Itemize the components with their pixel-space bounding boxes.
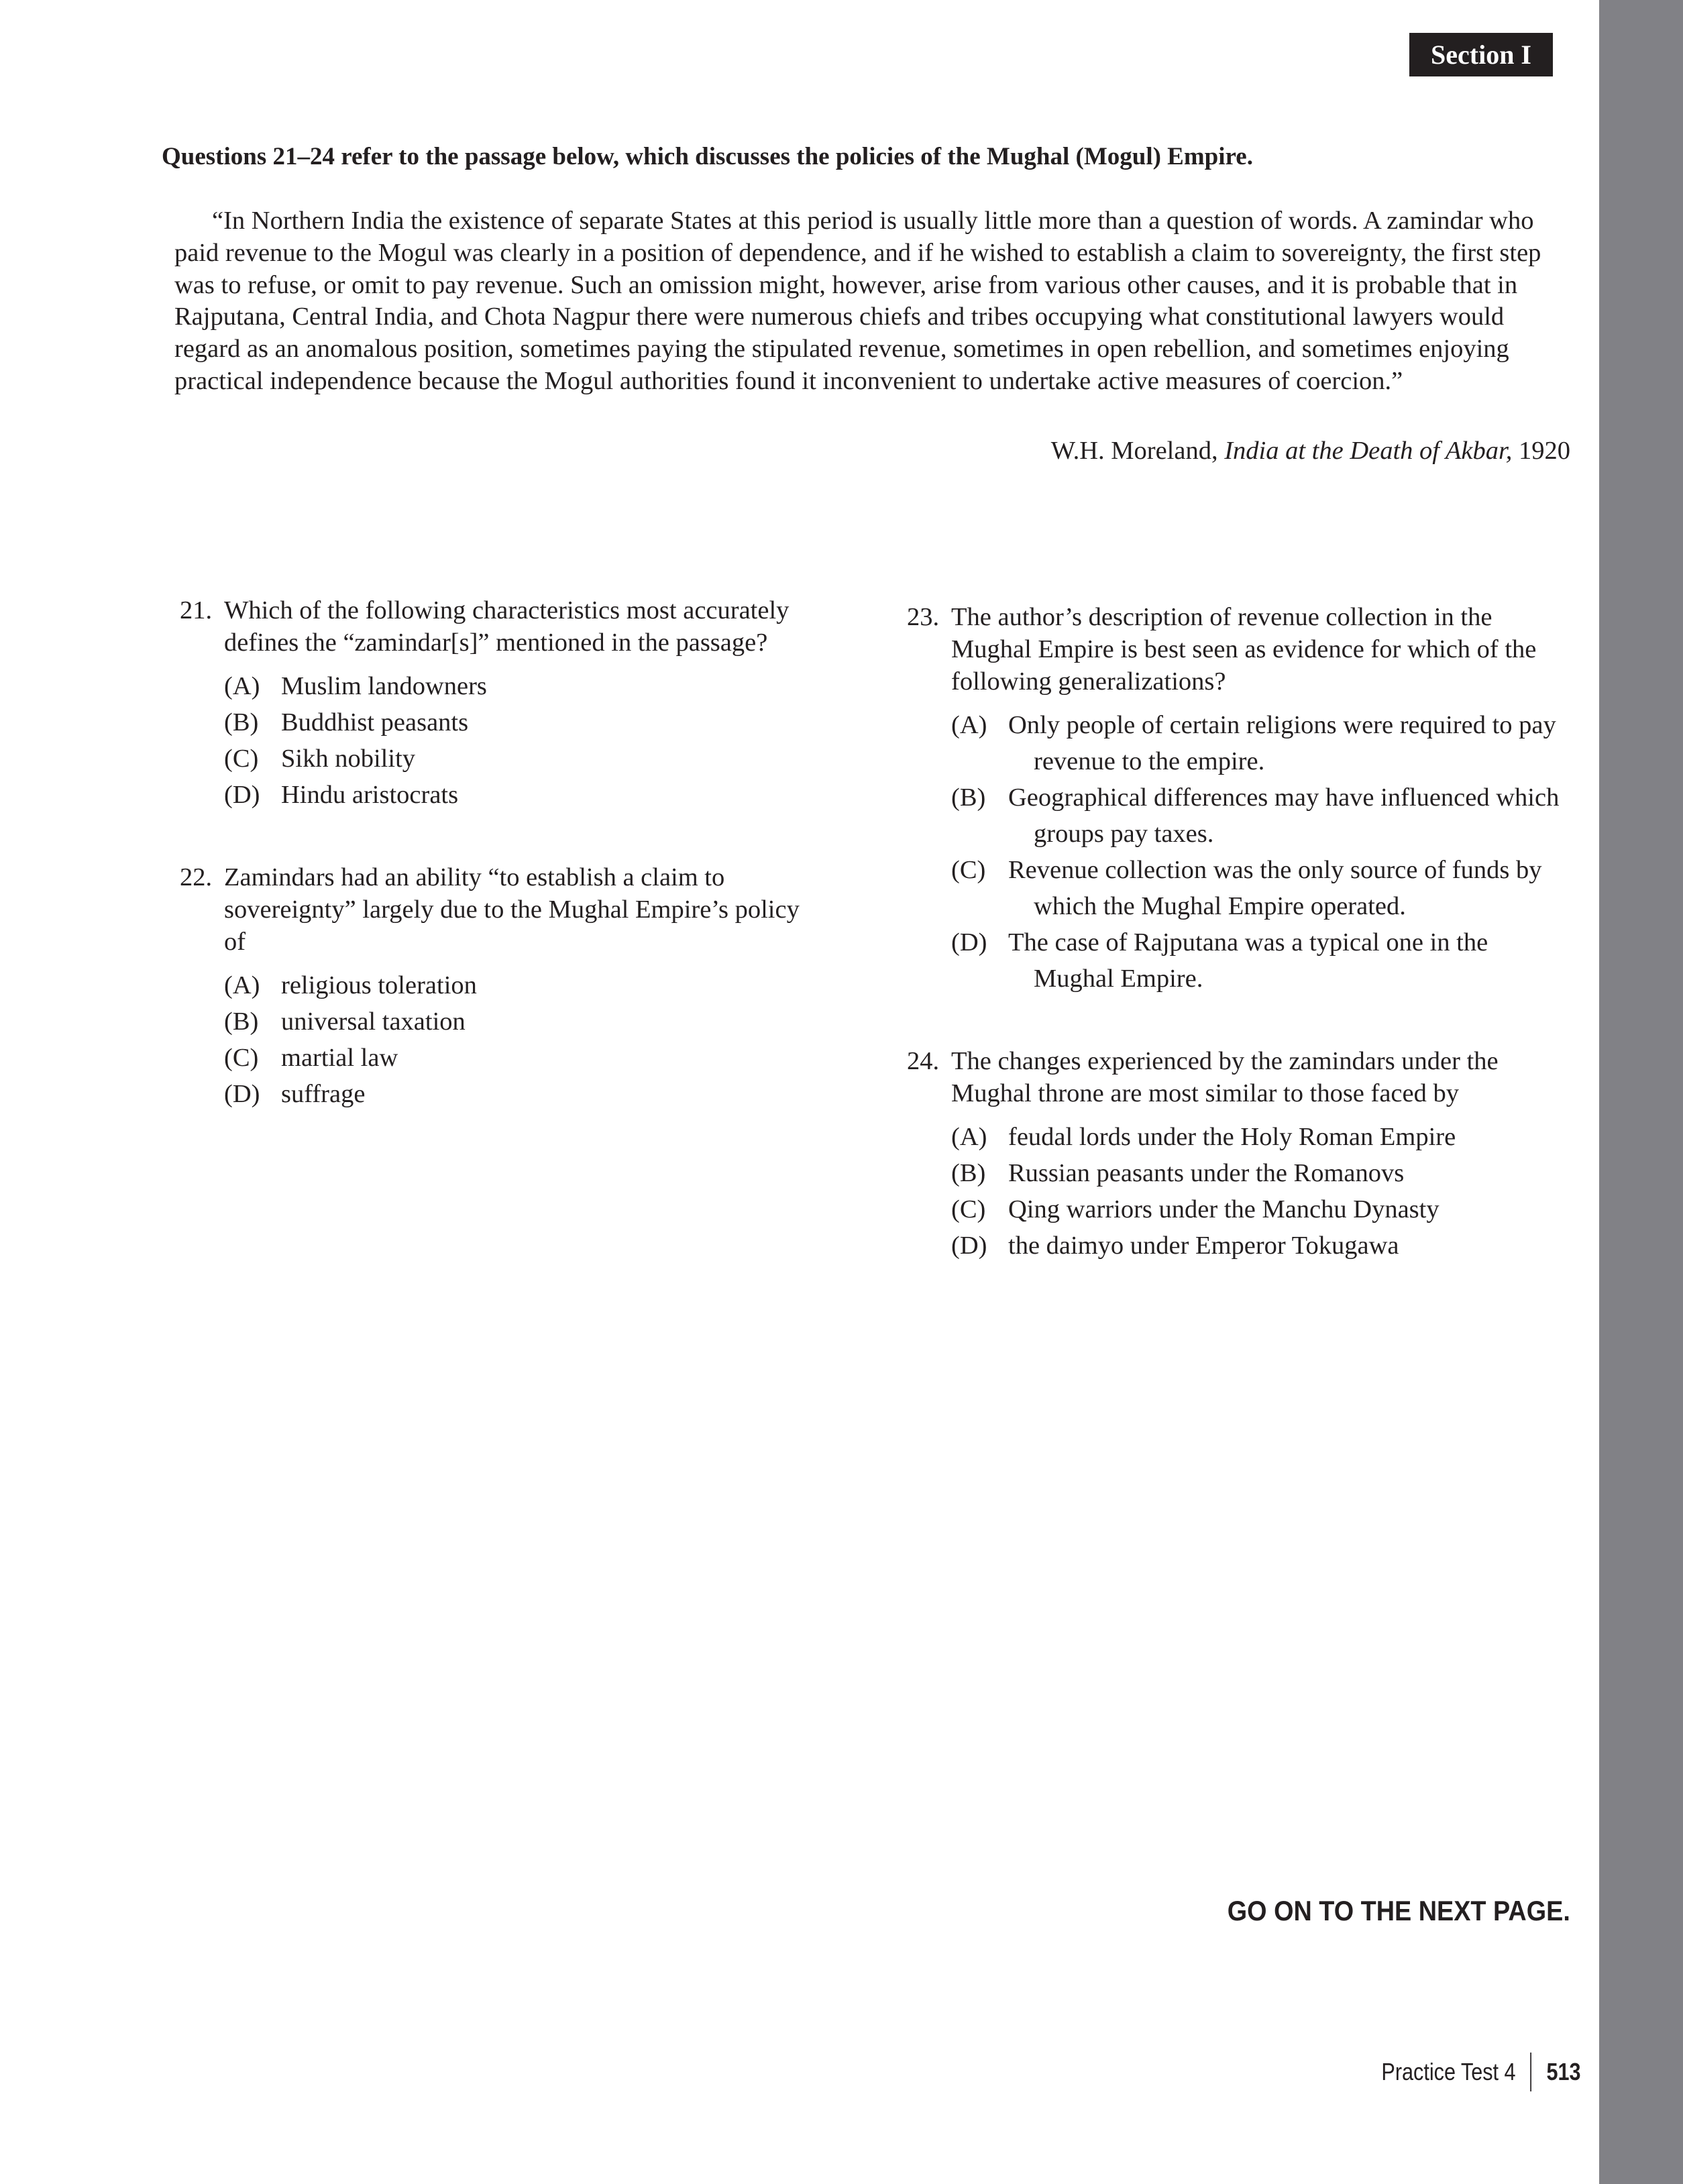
answer-choice[interactable] xyxy=(224,1003,824,1040)
choice-text: suffrage xyxy=(281,1080,366,1108)
choice-text: the daimyo under Emperor Tokugawa xyxy=(1008,1232,1399,1260)
answer-choice[interactable] xyxy=(224,741,824,777)
choice-text: universal taxation xyxy=(281,1007,466,1036)
choice-label: (B) xyxy=(224,1007,259,1036)
answer-choice[interactable] xyxy=(951,1155,1564,1191)
choice-label: (A) xyxy=(224,971,260,999)
answer-choices xyxy=(951,707,1564,997)
section-badge: Section I xyxy=(1409,33,1553,76)
choice-text: Buddhist peasants xyxy=(281,708,469,736)
page-footer xyxy=(1382,2053,1581,2091)
choice-text: Revenue collection was the only source of funds by which the Mughal Empire operated. xyxy=(1008,856,1542,920)
answer-choice[interactable] xyxy=(951,1227,1564,1264)
choice-label: (B) xyxy=(951,1159,986,1187)
question-stem: Zamindars had an ability “to establish a claim to sovereignty” largely due to the Mughal Empire’s policy of xyxy=(224,863,800,956)
question-number: 22. xyxy=(180,863,213,891)
choice-label: (B) xyxy=(951,783,986,812)
choice-label: (D) xyxy=(224,781,260,809)
choice-label: (C) xyxy=(951,856,986,884)
attribution-year: 1920 xyxy=(1512,437,1570,465)
question-stem: Which of the following characteristics most accurately defines the “zamindar[s]” mentioned in the passage? xyxy=(224,596,790,657)
answer-choice[interactable] xyxy=(951,779,1564,852)
answer-choices xyxy=(951,1119,1564,1264)
answer-choice[interactable] xyxy=(224,777,824,813)
choice-label: (D) xyxy=(224,1080,260,1108)
answer-choice[interactable] xyxy=(951,707,1564,779)
passage-intro: Questions 21–24 refer to the passage below, which discusses the policies of the Mughal (Mogul) Empire. xyxy=(162,143,1253,170)
answer-choice[interactable] xyxy=(224,704,824,741)
question-number: 23. xyxy=(907,603,940,631)
answer-choice[interactable] xyxy=(951,1191,1564,1227)
answer-choices xyxy=(224,668,824,813)
right-column xyxy=(907,601,1564,1312)
answer-choice[interactable] xyxy=(224,967,824,1003)
answer-choice[interactable] xyxy=(951,1119,1564,1155)
choice-label: (D) xyxy=(951,1232,987,1260)
answer-choice[interactable] xyxy=(224,668,824,704)
question-stem: The changes experienced by the zamindars under the Mughal throne are most similar to those faced by xyxy=(951,1047,1499,1107)
passage-attribution xyxy=(1051,436,1570,466)
choice-label: (B) xyxy=(224,708,259,736)
answer-choice[interactable] xyxy=(951,852,1564,924)
choice-text: The case of Rajputana was a typical one in the Mughal Empire. xyxy=(1008,928,1488,993)
choice-label: (A) xyxy=(951,711,987,739)
choice-label: (A) xyxy=(224,672,260,700)
attribution-author: W.H. Moreland, xyxy=(1050,437,1225,465)
choice-text: Muslim landowners xyxy=(281,672,487,700)
question-23 xyxy=(907,601,1564,997)
choice-text: Only people of certain religions were required to pay revenue to the empire. xyxy=(1008,711,1556,775)
choice-label: (D) xyxy=(951,928,987,957)
go-on-notice: GO ON TO THE NEXT PAGE. xyxy=(1227,1895,1570,1926)
page-number: 513 xyxy=(1546,2058,1581,2085)
choice-label: (C) xyxy=(224,1044,259,1072)
choice-text: Qing warriors under the Manchu Dynasty xyxy=(1008,1195,1440,1223)
footer-divider xyxy=(1531,2053,1532,2091)
question-number: 24. xyxy=(907,1047,940,1075)
choice-text: religious toleration xyxy=(281,971,477,999)
choice-text: feudal lords under the Holy Roman Empire xyxy=(1008,1123,1456,1151)
answer-choices xyxy=(224,967,824,1112)
question-stem: The author’s description of revenue collection in the Mughal Empire is best seen as evidence for which of the following generalizations? xyxy=(951,603,1537,696)
choice-label: (A) xyxy=(951,1123,987,1151)
choice-text: martial law xyxy=(281,1044,398,1072)
question-22 xyxy=(180,861,824,1112)
passage-text: “In Northern India the existence of separate States at this period is usually little more than a question of words. A zamindar who paid revenue to the Mogul was clearly in a position of dependence, and if he wished to establish a claim to sovereignty, the first step was to refuse, or omit to pay revenue. Such an omission might, however, arise from various other causes, and it is probable that in Rajputana, Central India, and Chota Nagpur there were numerous chiefs and tribes occupying what constitutional lawyers would regard as an anomalous position, sometimes paying the stipulated revenue, sometimes in open rebellion, and sometimes enjoying practical independence because the Mogul authorities found it inconvenient to undertake active measures of coercion.” xyxy=(174,207,1541,395)
choice-text: Sikh nobility xyxy=(281,745,416,773)
answer-choice[interactable] xyxy=(951,924,1564,997)
footer-label: Practice Test 4 xyxy=(1381,2058,1517,2085)
answer-choice[interactable] xyxy=(224,1040,824,1076)
page-edge-tab xyxy=(1599,0,1683,2184)
choice-text: Geographical differences may have influenced which groups pay taxes. xyxy=(1008,783,1560,848)
choice-text: Hindu aristocrats xyxy=(281,781,459,809)
choice-label: (C) xyxy=(224,745,259,773)
attribution-title: India at the Death of Akbar, xyxy=(1224,437,1513,465)
answer-choice[interactable] xyxy=(224,1076,824,1112)
question-21 xyxy=(180,594,824,813)
question-number: 21. xyxy=(180,596,213,624)
left-column xyxy=(180,594,824,1160)
question-24 xyxy=(907,1045,1564,1264)
choice-text: Russian peasants under the Romanovs xyxy=(1008,1159,1405,1187)
choice-label: (C) xyxy=(951,1195,986,1223)
